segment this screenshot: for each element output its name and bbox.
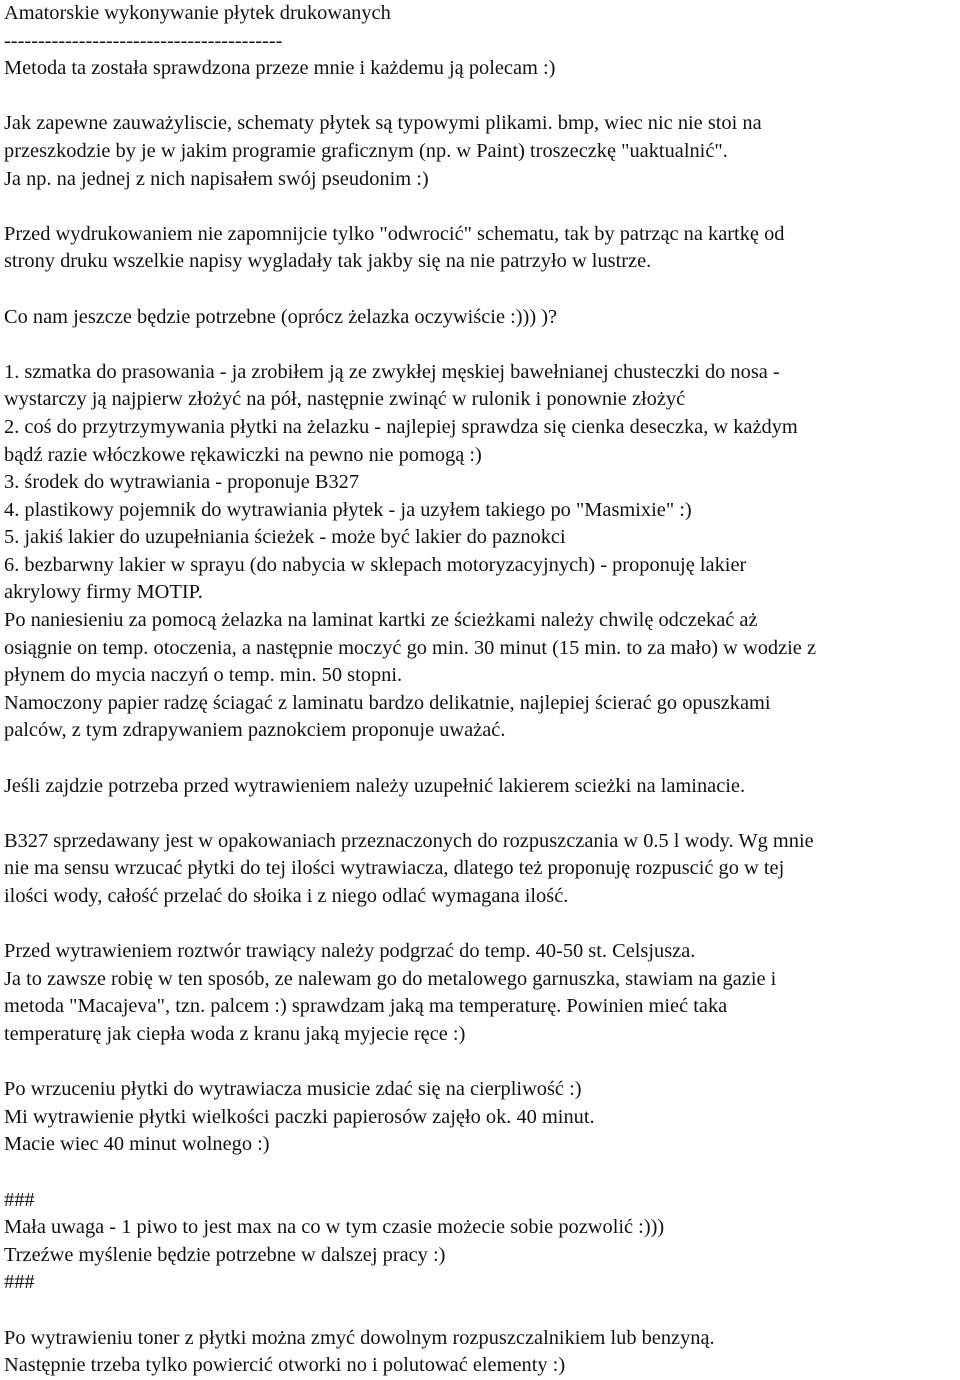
text-line: akrylowy firmy MOTIP. — [4, 581, 203, 604]
blank-line — [4, 745, 956, 773]
blank-line — [4, 1159, 956, 1187]
text-line: 6. bezbarwny lakier w sprayu (do nabycia w sklepach motoryzacyjnych) - proponuję lakier — [4, 553, 747, 576]
blank-line — [4, 800, 956, 828]
blank-line — [4, 911, 956, 939]
text-line: 4. plastikowy pojemnik do wytrawiania płytek - ja uzyłem takiego po "Masmixie" :) — [4, 498, 692, 521]
text-line: Jeśli zajdzie potrzeba przed wytrawieniem należy uzupełnić lakierem scieżki na laminacie. — [4, 774, 746, 797]
text-line: Ja to zawsze robię w ten sposób, ze nalewam go do metalowego garnuszka, stawiam na gazie i — [4, 967, 777, 990]
text-line: ### — [4, 1271, 35, 1294]
text-line: Następnie trzeba tylko powiercić otworki no i polutować elementy :) — [4, 1354, 566, 1377]
blank-line — [4, 193, 956, 221]
text-line: Macie wiec 40 minut wolnego :) — [4, 1133, 270, 1156]
text-line: Metoda ta została sprawdzona przeze mnie i każdemu ją polecam :) — [4, 57, 556, 80]
text-line: Po wrzuceniu płytki do wytrawiacza musicie zdać się na cierpliwość :) — [4, 1078, 582, 1101]
text-line: Po naniesieniu za pomocą żelazka na laminat kartki ze ścieżkami należy chwilę odczekać aż — [4, 609, 758, 632]
text-line: Co nam jeszcze będzie potrzebne (oprócz żelazka oczywiście :))) )? — [4, 305, 558, 328]
text-line: ilości wody, całość przelać do słoika i z niego odlać wymagana ilość. — [4, 885, 569, 907]
text-line: Jak zapewne zauważyliscie, schematy płytek są typowymi plikami. bmp, wiec nic nie stoi na — [4, 112, 762, 135]
text-line: temperaturę jak ciepła woda z kranu jaką myjecie ręce :) — [4, 1022, 466, 1045]
blank-line — [4, 276, 956, 304]
text-line: przeszkodzie by je w jakim programie graficznym (np. w Paint) troszeczkę "uaktualnić". — [4, 139, 728, 162]
text-line: metoda "Macajeva", tzn. palcem :) sprawdzam jaką ma temperaturę. Powinien mieć taka — [4, 995, 728, 1018]
text-line: 5. jakiś lakier do uzupełniania ścieżek - może być lakier do paznokci — [4, 526, 566, 549]
text-line: wystarczy ją najpierw złożyć na pół, następnie zwinąć w rulonik i ponownie złożyć — [4, 388, 686, 411]
text-line: Namoczony papier radzę ściagać z laminatu bardzo delikatnie, najlepiej ścierać go opuszkami — [4, 691, 771, 714]
text-line: bądź razie włóczkowe rękawiczki na pewno nie pomogą :) — [4, 443, 482, 466]
text-line: płynem do mycia naczyń o temp. min. 50 stopni. — [4, 664, 403, 687]
blank-line — [4, 331, 956, 359]
blank-line — [4, 1297, 956, 1325]
blank-line — [4, 1049, 956, 1077]
text-line: Trzeźwe myślenie będzie potrzebne w dalszej pracy :) — [4, 1243, 446, 1266]
text-line: Przed wytrawieniem roztwór trawiący należy podgrzać do temp. 40-50 st. Celsjusza. — [4, 940, 696, 963]
text-line: 2. coś do przytrzymywania płytki na żelazku - najlepiej sprawdza się cienka deseczka, w każdym — [4, 415, 798, 438]
text-line: ### — [4, 1188, 35, 1211]
blank-line — [4, 83, 956, 111]
text-line: 3. środek do wytrawiania - proponuje B327 — [4, 471, 360, 494]
text-line: nie ma sensu wrzucać płytki do tej ilości wytrawiacza, dlatego też proponuję rozpuscić go w tej — [4, 857, 785, 880]
text-line: palców, z tym zdrapywaniem paznokciem proponuje uważać. — [4, 719, 506, 742]
document-title: Amatorskie wykonywanie płytek drukowanych — [4, 2, 391, 24]
text-line: 1. szmatka do prasowania - ja zrobiłem ją ze zwykłej męskiej bawełnianej chusteczki do nosa - — [4, 360, 780, 383]
text-line: Mi wytrawienie płytki wielkości paczki papierosów zajęło ok. 40 minut. — [4, 1105, 595, 1128]
text-line: Ja np. na jednej z nich napisałem swój pseudonim :) — [4, 167, 429, 190]
text-line: strony druku wszelkie napisy wygladały tak jakby się na nie patrzyło w lustrze. — [4, 250, 652, 273]
text-line: osiągnie on temp. otoczenia, a następnie moczyć go min. 30 minut (15 min. to za mało) w wodzie z — [4, 636, 817, 659]
text-line: ----------------------------------------- — [4, 29, 283, 52]
text-line: Przed wydrukowaniem nie zapomnijcie tylko "odwrocić" schematu, tak by patrząc na kartkę od — [4, 222, 785, 245]
text-line: Po wytrawieniu toner z płytki można zmyć dowolnym rozpuszczalnikiem lub benzyną. — [4, 1326, 715, 1349]
text-line: B327 sprzedawany jest w opakowaniach przeznaczonych do rozpuszczania w 0.5 l wody. Wg mnie — [4, 829, 814, 852]
text-line: Mała uwaga - 1 piwo to jest max na co w tym czasie możecie sobie pozwolić :))) — [4, 1216, 665, 1239]
